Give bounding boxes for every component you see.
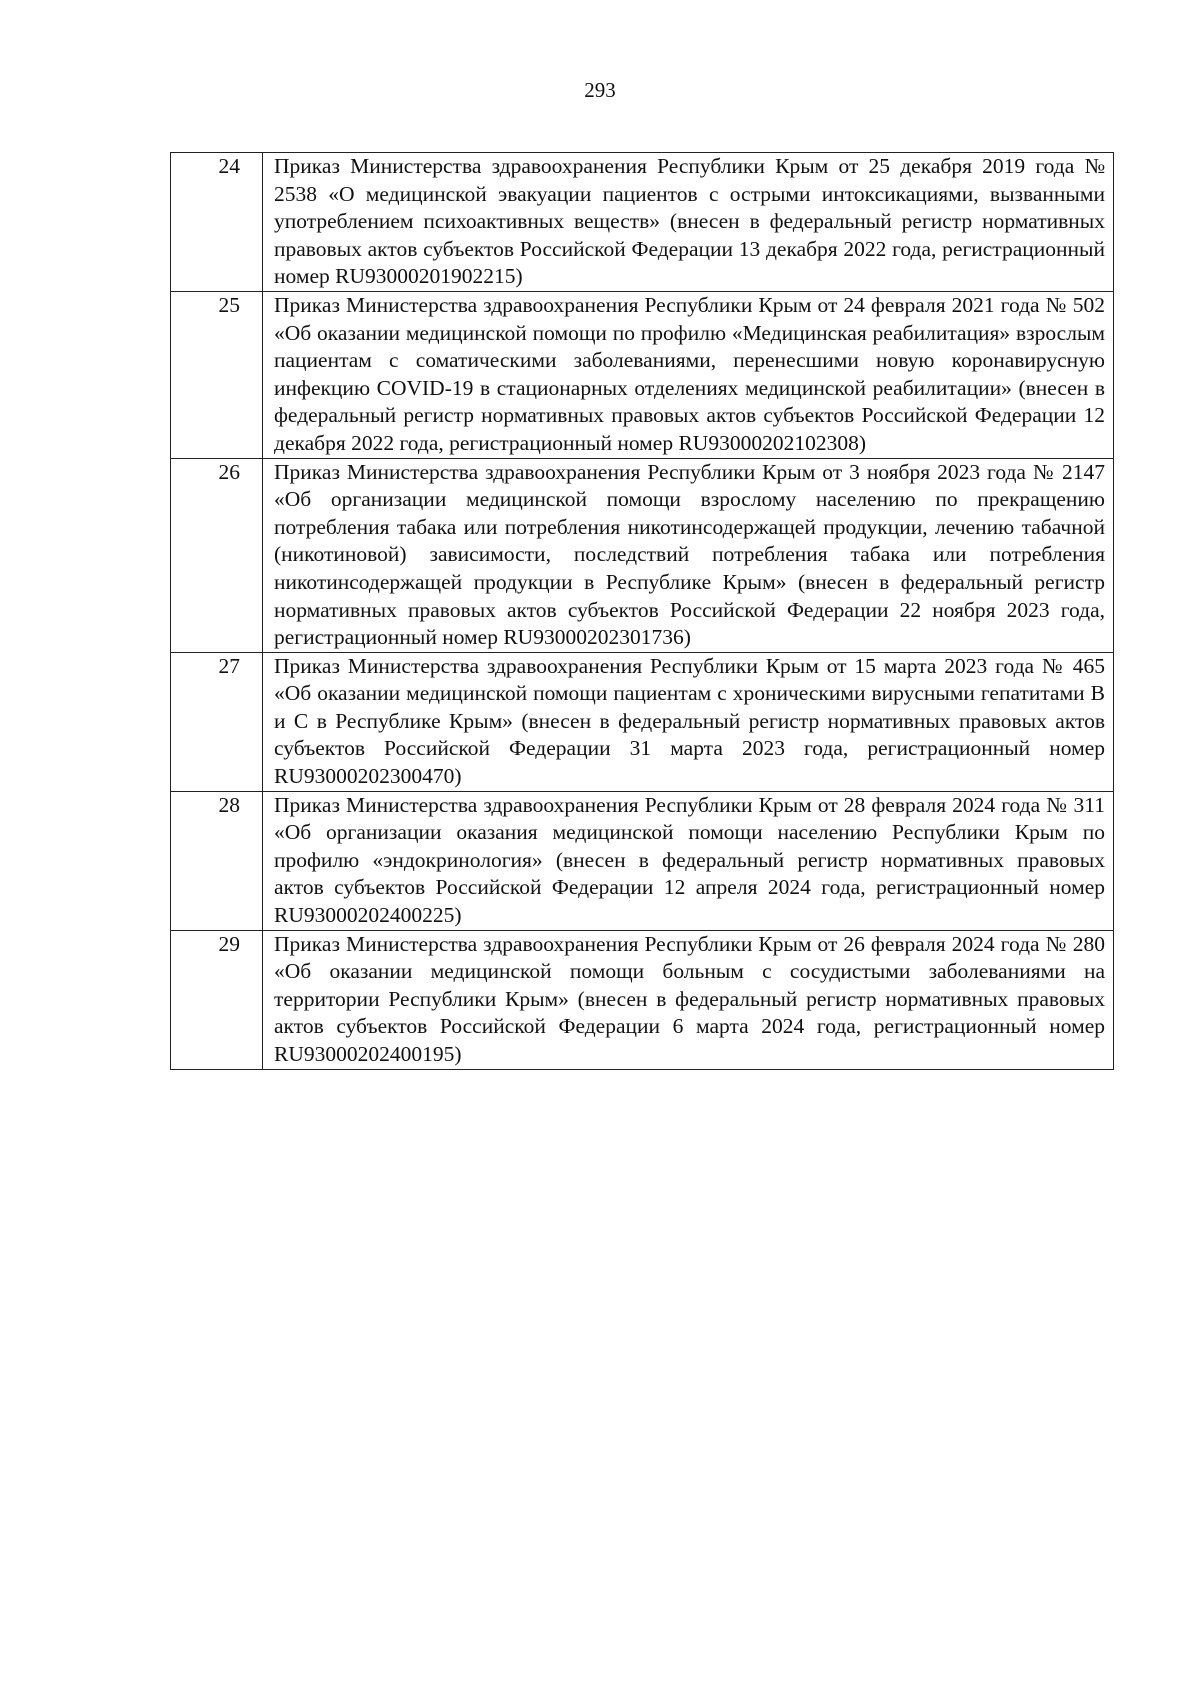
table-row	[171, 458, 1114, 652]
act-description: Приказ Министерства здравоохранения Республики Крым от 24 февраля 2021 года № 502 «Об оказании медицинской помощи по профилю «Медицинская реабилитация» взрослым пациентам с соматическими заболеваниями, перенесшими новую коронавирусную инфекцию COVID-19 в стационарных отделениях медицинской реабилитации» (внесен в федеральный регистр нормативных правовых актов субъектов Российской Федерации 12 декабря 2022 года, регистрационный номер RU93000202102308)	[263, 291, 1114, 458]
table-row	[171, 652, 1114, 791]
row-number: 29	[218, 931, 240, 956]
act-description: Приказ Министерства здравоохранения Республики Крым от 26 февраля 2024 года № 280 «Об оказании медицинской помощи больным с сосудистыми заболеваниями на территории Республики Крым» (внесен в федеральный регистр нормативных правовых актов субъектов Российской Федерации 6 марта 2024 года, регистрационный номер RU93000202400195)	[263, 930, 1114, 1069]
act-description: Приказ Министерства здравоохранения Республики Крым от 15 марта 2023 года № 465 «Об оказании медицинской помощи пациентам с хроническими вирусными гепатитами В и С в Республике Крым» (внесен в федеральный регистр нормативных правовых актов субъектов Российской Федерации 31 марта 2023 года, регистрационный номер RU93000202300470)	[263, 652, 1114, 791]
row-number: 24	[218, 154, 240, 178]
row-number: 26	[218, 459, 240, 484]
page-number: 293	[584, 78, 616, 102]
table-row	[171, 291, 1114, 458]
act-description: Приказ Министерства здравоохранения Республики Крым от 25 декабря 2019 года № 2538 «О медицинской эвакуации пациентов с острыми интоксикациями, вызванными употреблением психоактивных веществ» (внесен в федеральный регистр нормативных правовых актов субъектов Российской Федерации 13 декабря 2022 года, регистрационный номер RU93000201902215)	[263, 153, 1114, 292]
row-number-cell	[171, 153, 263, 292]
table-row	[171, 791, 1114, 930]
row-number: 28	[218, 792, 240, 817]
row-number-cell	[171, 458, 263, 652]
row-number: 27	[218, 653, 240, 678]
table-row	[171, 930, 1114, 1069]
row-number-cell	[171, 291, 263, 458]
row-number-cell	[171, 930, 263, 1069]
act-description: Приказ Министерства здравоохранения Республики Крым от 3 ноября 2023 года № 2147 «Об организации медицинской помощи взрослому населению по прекращению потребления табака или потребления никотинсодержащей продукции, лечению табачной (никотиновой) зависимости, последствий потребления табака или потребления никотинсодержащей продукции в Республике Крым» (внесен в федеральный регистр нормативных правовых актов субъектов Российской Федерации 22 ноября 2023 года, регистрационный номер RU93000202301736)	[263, 458, 1114, 652]
row-number-cell	[171, 791, 263, 930]
row-number-cell	[171, 652, 263, 791]
legal-acts-table	[170, 152, 1114, 1070]
table-row	[171, 153, 1114, 292]
row-number: 25	[218, 292, 240, 317]
act-description: Приказ Министерства здравоохранения Республики Крым от 28 февраля 2024 года № 311 «Об организации оказания медицинской помощи населению Республики Крым по профилю «эндокринология» (внесен в федеральный регистр нормативных правовых актов субъектов Российской Федерации 12 апреля 2024 года, регистрационный номер RU93000202400225)	[263, 791, 1114, 930]
